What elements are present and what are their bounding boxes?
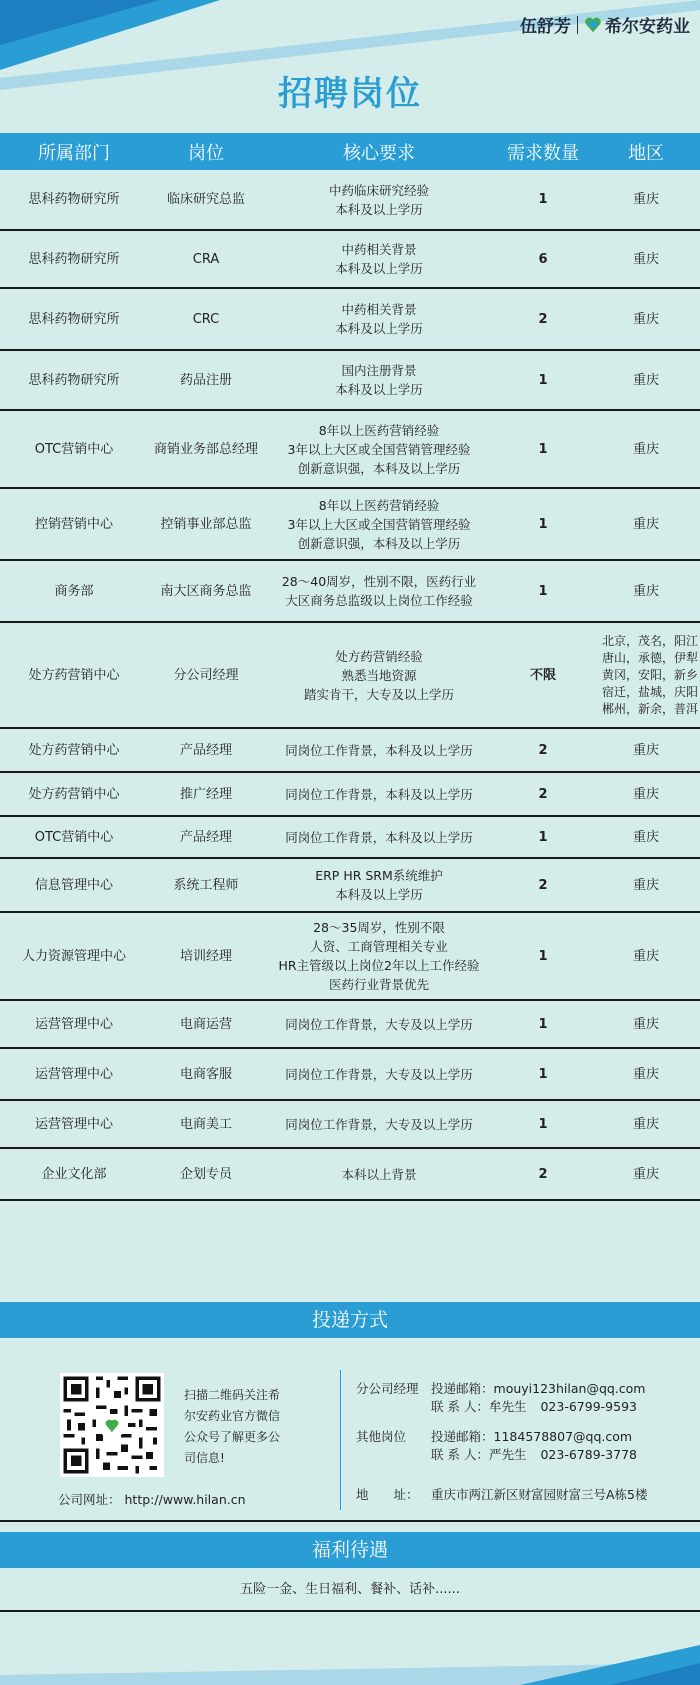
position-cell: 控销事业部总监	[148, 488, 264, 560]
requirement-line: 中药相关背景	[341, 242, 417, 257]
requirement-line: 处方药营销经验	[335, 648, 423, 664]
email-address[interactable]: 1184578807@qq.com	[493, 1429, 633, 1444]
requirements-cell	[264, 488, 494, 560]
requirement-line: 同岗位工作背景，本科及以上学历	[285, 786, 473, 802]
requirement-line: 同岗位工作背景，大专及以上学历	[285, 1066, 473, 1082]
requirements-cell	[264, 816, 494, 858]
qr-caption-line: 扫描二维码关注希	[184, 1388, 281, 1402]
department-cell: 思科药物研究所	[0, 288, 148, 350]
requirement-line: 本科及以上学历	[335, 382, 423, 397]
requirements-cell	[264, 1048, 494, 1100]
region-cell: 重庆	[592, 816, 700, 858]
requirement-line: 国内注册背景	[341, 363, 417, 378]
contact-person: 牟先生	[488, 1399, 527, 1414]
table-row	[0, 622, 700, 728]
requirements-cell	[264, 410, 494, 488]
header-department: 所属部门	[0, 133, 148, 170]
department-cell: 控销营销中心	[0, 488, 148, 560]
header-region: 地区	[592, 133, 700, 170]
region-line: 黄冈，安阳，新乡	[602, 667, 699, 682]
header-count: 需求数量	[494, 133, 592, 170]
requirement-line: 中药临床研究经验	[328, 182, 429, 198]
requirement-line: 人资、工商管理相关专业	[310, 939, 448, 954]
position-cell: 临床研究总监	[148, 170, 264, 230]
address-label: 地 址：	[356, 1487, 419, 1502]
department-cell: 商务部	[0, 560, 148, 622]
heart-icon	[584, 17, 602, 33]
department-cell: 思科药物研究所	[0, 230, 148, 288]
department-cell: 处方药营销中心	[0, 772, 148, 816]
region-cell: 重庆	[592, 1000, 700, 1048]
benefits-text: 五险一金、生日福利、餐补、话补......	[0, 1570, 700, 1612]
position-cell: 药品注册	[148, 350, 264, 410]
count-cell: 1	[494, 560, 592, 622]
qr-caption	[184, 1385, 304, 1469]
region-cell: 重庆	[592, 410, 700, 488]
requirements-cell	[264, 170, 494, 230]
region-cell: 重庆	[592, 350, 700, 410]
requirement-line: 熟悉当地资源	[341, 667, 417, 683]
requirement-line: 本科及以上学历	[335, 261, 423, 276]
region-cell: 重庆	[592, 560, 700, 622]
position-cell: 电商运营	[148, 1000, 264, 1048]
requirements-cell	[264, 288, 494, 350]
table-row	[0, 1148, 700, 1200]
region-cell: 重庆	[592, 1100, 700, 1148]
requirement-line: 3年以上大区或全国营销管理经验	[287, 516, 471, 532]
table-row	[0, 488, 700, 560]
requirement-line: HR主管级以上岗位2年以上工作经验	[278, 958, 480, 973]
region-line: 宿迁，盐城，庆阳	[602, 684, 699, 699]
logo-divider	[577, 16, 578, 34]
requirement-line: 本科及以上学历	[335, 321, 423, 336]
requirement-line: 同岗位工作背景，本科及以上学历	[285, 742, 473, 758]
table-row	[0, 560, 700, 622]
address-row	[356, 1486, 648, 1504]
requirements-cell	[264, 1000, 494, 1048]
region-cell: 重庆	[592, 858, 700, 912]
table-row	[0, 816, 700, 858]
requirements-cell	[264, 622, 494, 728]
hilan-logo-text: 希尔安药业	[605, 17, 690, 37]
table-row	[0, 728, 700, 772]
position-cell: 推广经理	[148, 772, 264, 816]
position-cell: 电商美工	[148, 1100, 264, 1148]
requirements-cell	[264, 230, 494, 288]
contact-details	[356, 1380, 648, 1504]
requirement-line: 本科及以上学历	[335, 887, 423, 902]
requirement-line: 28～40周岁，性别不限，医药行业	[281, 574, 477, 589]
position-cell: 培训经理	[148, 912, 264, 1000]
delivery-section-title: 投递方式	[0, 1302, 700, 1338]
requirement-line: 同岗位工作背景，本科及以上学历	[285, 829, 473, 845]
requirements-cell	[264, 772, 494, 816]
header-position: 岗位	[148, 133, 264, 170]
brand-logos	[520, 12, 690, 37]
requirement-line: 创新意识强，本科及以上学历	[297, 535, 461, 551]
count-cell: 2	[494, 1148, 592, 1200]
wushufang-logo: 伍舒芳	[520, 17, 571, 37]
table-row	[0, 170, 700, 230]
address: 重庆市两江新区财富园财富三号A栋5楼	[431, 1487, 648, 1502]
region-cell: 重庆	[592, 230, 700, 288]
position-cell: 南大区商务总监	[148, 560, 264, 622]
contact-person: 严先生	[488, 1447, 527, 1462]
count-cell: 1	[494, 1000, 592, 1048]
qr-caption-line: 司信息!	[184, 1451, 225, 1465]
count-cell: 1	[494, 488, 592, 560]
requirements-cell	[264, 1148, 494, 1200]
requirement-line: 3年以上大区或全国营销管理经验	[287, 441, 471, 457]
count-cell: 2	[494, 728, 592, 772]
count-cell: 1	[494, 912, 592, 1000]
count-cell: 1	[494, 170, 592, 230]
bottom-decoration	[0, 1625, 700, 1685]
department-cell: 企业文化部	[0, 1148, 148, 1200]
count-cell: 1	[494, 816, 592, 858]
jobs-table	[0, 133, 700, 1201]
requirement-line: 中药相关背景	[341, 302, 417, 317]
email-address[interactable]: mouyi123hilan@qq.com	[493, 1381, 646, 1396]
requirement-line: 踏实肯干，大专及以上学历	[303, 686, 454, 702]
department-cell: OTC营销中心	[0, 410, 148, 488]
hilan-logo	[584, 12, 690, 37]
requirement-line: 同岗位工作背景，大专及以上学历	[285, 1116, 473, 1132]
requirements-cell	[264, 858, 494, 912]
requirement-line: ERP HR SRM系统维护	[315, 868, 443, 883]
region-line: 郴州，新余，普洱	[602, 701, 699, 716]
table-row	[0, 410, 700, 488]
position-cell: CRA	[148, 230, 264, 288]
region-line: 唐山，承德，伊犁	[602, 650, 699, 665]
department-cell: 思科药物研究所	[0, 170, 148, 230]
contact-email-row	[356, 1428, 648, 1446]
count-cell: 不限	[494, 622, 592, 728]
requirement-line: 大区商务总监级以上岗位工作经验	[285, 593, 473, 608]
table-row	[0, 858, 700, 912]
person-label: 联 系 人：	[431, 1447, 489, 1462]
department-cell: 处方药营销中心	[0, 622, 148, 728]
position-cell: CRC	[148, 288, 264, 350]
table-row	[0, 1100, 700, 1148]
requirement-line: 8年以上医药营销经验	[318, 497, 440, 513]
email-label: 投递邮箱：	[431, 1429, 494, 1444]
count-cell: 1	[494, 350, 592, 410]
contact-role: 其他岗位	[356, 1429, 407, 1444]
contact-person-row	[356, 1398, 648, 1416]
count-cell: 1	[494, 1100, 592, 1148]
requirement-line: 同岗位工作背景，大专及以上学历	[285, 1016, 473, 1032]
requirements-cell	[264, 1100, 494, 1148]
requirement-line: 医药行业背景优先	[328, 977, 429, 992]
website-label: 公司网址：	[58, 1492, 121, 1507]
count-cell: 2	[494, 858, 592, 912]
department-cell: OTC营销中心	[0, 816, 148, 858]
position-cell: 产品经理	[148, 816, 264, 858]
department-cell: 人力资源管理中心	[0, 912, 148, 1000]
region-cell: 重庆	[592, 288, 700, 350]
count-cell: 1	[494, 1048, 592, 1100]
qr-caption-line: 公众号了解更多公	[184, 1430, 281, 1444]
contact-person-row	[356, 1446, 648, 1464]
divider-line	[340, 1370, 341, 1510]
qr-caption-line: 尔安药业官方微信	[184, 1409, 281, 1423]
requirements-cell	[264, 912, 494, 1000]
requirement-line: 本科以上背景	[341, 1166, 417, 1182]
region-cell	[592, 622, 700, 728]
region-cell: 重庆	[592, 488, 700, 560]
count-cell: 6	[494, 230, 592, 288]
header-requirements: 核心要求	[264, 133, 494, 170]
table-row	[0, 230, 700, 288]
region-cell: 重庆	[592, 728, 700, 772]
contact-phone: 023-6799-9593	[540, 1399, 637, 1414]
region-line: 北京，茂名，阳江	[602, 633, 699, 648]
table-row	[0, 288, 700, 350]
position-cell: 系统工程师	[148, 858, 264, 912]
email-label: 投递邮箱：	[431, 1381, 494, 1396]
count-cell: 1	[494, 410, 592, 488]
region-cell: 重庆	[592, 1148, 700, 1200]
department-cell: 思科药物研究所	[0, 350, 148, 410]
contact-phone: 023-6789-3778	[540, 1447, 637, 1462]
department-cell: 运营管理中心	[0, 1048, 148, 1100]
position-cell: 电商客服	[148, 1048, 264, 1100]
website-link[interactable]: http://www.hilan.cn	[124, 1492, 246, 1507]
website	[58, 1490, 246, 1508]
contact-email-row	[356, 1380, 648, 1398]
requirement-line: 本科及以上学历	[335, 201, 423, 217]
table-row	[0, 350, 700, 410]
benefits-section-title: 福利待遇	[0, 1532, 700, 1568]
position-cell: 产品经理	[148, 728, 264, 772]
page-title: 招聘岗位	[278, 74, 422, 114]
region-cell: 重庆	[592, 170, 700, 230]
requirements-cell	[264, 350, 494, 410]
requirement-line: 8年以上医药营销经验	[318, 422, 440, 438]
region-cell: 重庆	[592, 912, 700, 1000]
table-row	[0, 772, 700, 816]
requirement-line: 创新意识强，本科及以上学历	[297, 460, 461, 476]
department-cell: 处方药营销中心	[0, 728, 148, 772]
table-row	[0, 912, 700, 1000]
region-cell: 重庆	[592, 1048, 700, 1100]
region-cell: 重庆	[592, 772, 700, 816]
qr-code	[60, 1373, 164, 1477]
position-cell: 商销业务部总经理	[148, 410, 264, 488]
department-cell: 运营管理中心	[0, 1000, 148, 1048]
requirements-cell	[264, 728, 494, 772]
table-row	[0, 1000, 700, 1048]
position-cell: 分公司经理	[148, 622, 264, 728]
department-cell: 信息管理中心	[0, 858, 148, 912]
requirement-line: 28～35周岁，性别不限	[313, 920, 445, 935]
count-cell: 2	[494, 772, 592, 816]
department-cell: 运营管理中心	[0, 1100, 148, 1148]
table-row	[0, 1048, 700, 1100]
delivery-info	[0, 1340, 700, 1522]
position-cell: 企划专员	[148, 1148, 264, 1200]
contact-role: 分公司经理	[356, 1381, 419, 1396]
requirements-cell	[264, 560, 494, 622]
person-label: 联 系 人：	[431, 1399, 489, 1414]
count-cell: 2	[494, 288, 592, 350]
table-header-row	[0, 133, 700, 170]
